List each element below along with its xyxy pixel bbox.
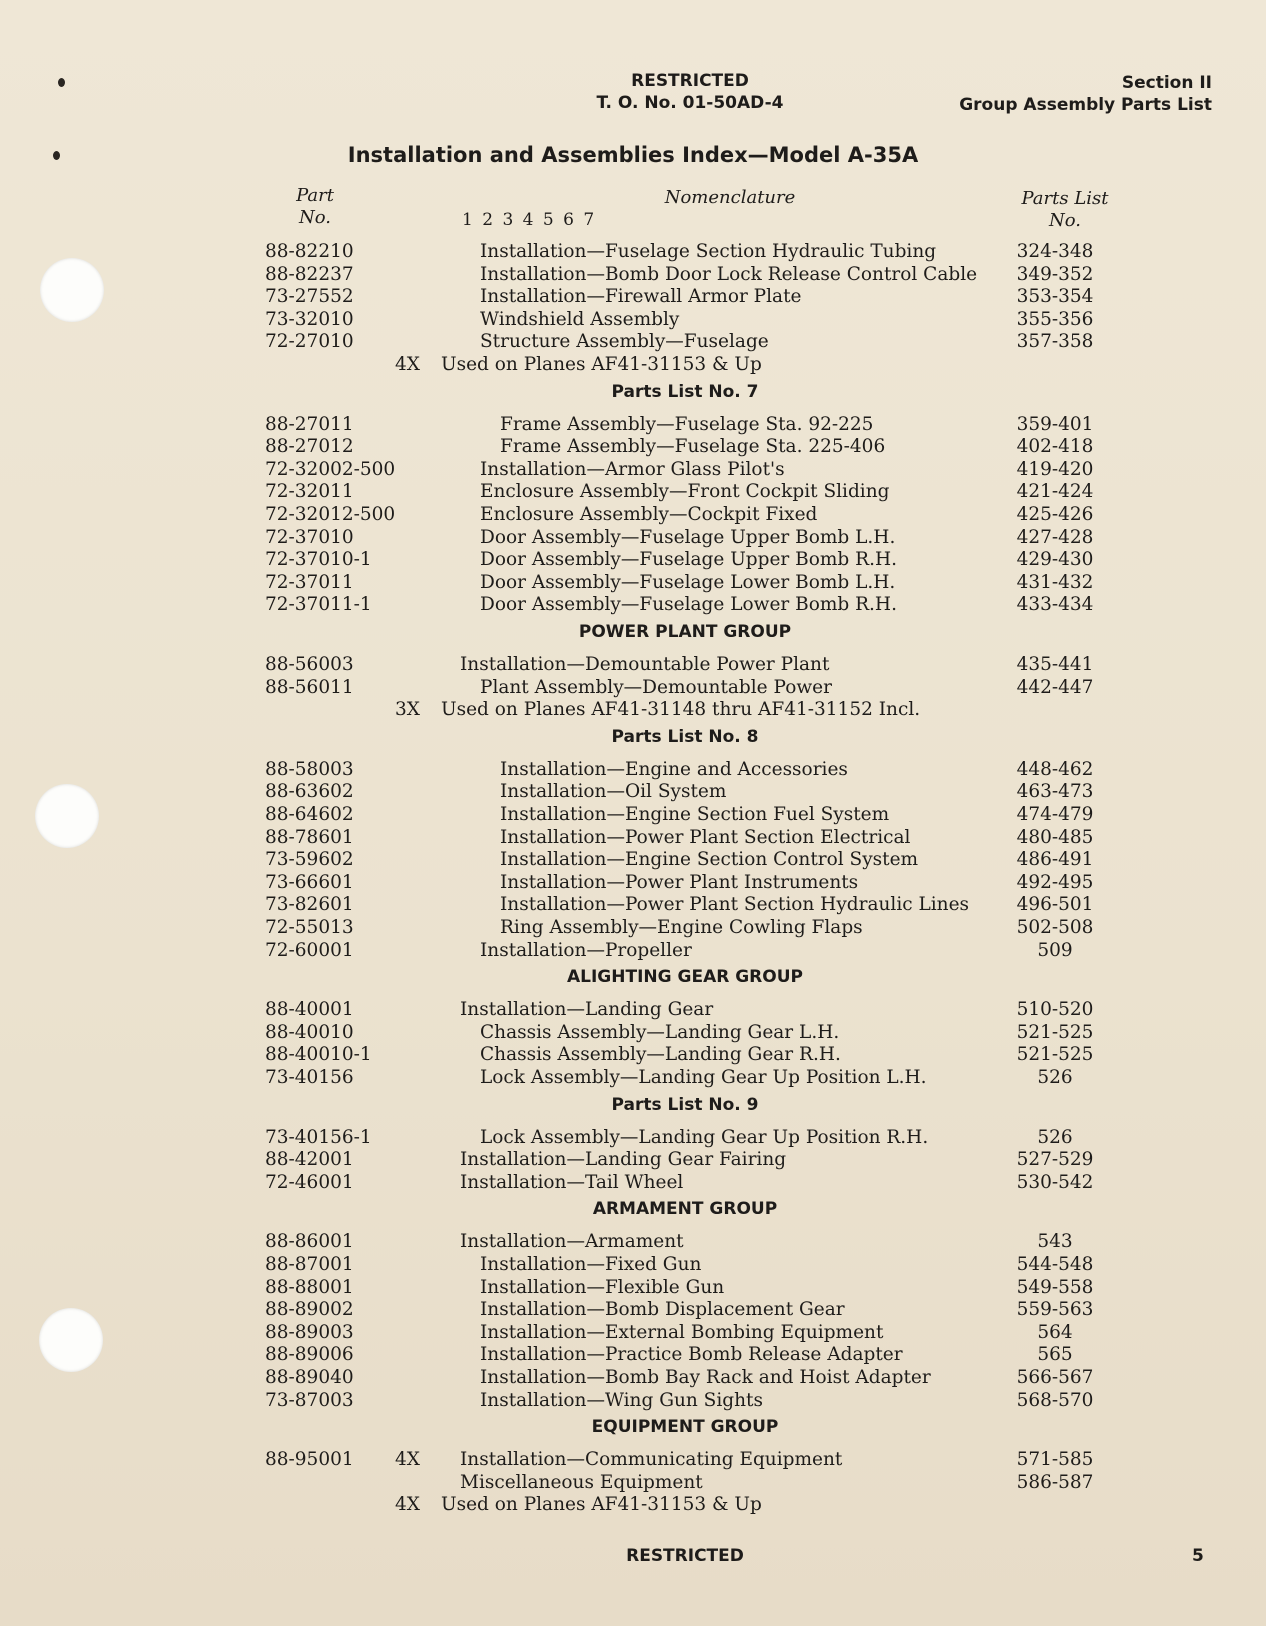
parts-list-number: 566-567: [1016, 1367, 1094, 1388]
part-number: 72-55013: [265, 917, 354, 938]
nomenclature: Chassis Assembly—Landing Gear L.H.: [480, 1021, 840, 1043]
table-row: [0, 593, 1266, 616]
nomenclature: Windshield Assembly: [480, 308, 680, 330]
parts-list-number: 435-441: [1016, 654, 1094, 675]
nomenclature: Installation—Practice Bomb Release Adapter: [480, 1344, 903, 1366]
parts-list-number: 448-462: [1016, 758, 1094, 780]
nomenclature: Installation—Flexible Gun: [480, 1276, 725, 1298]
parts-list-number: 429-430: [1016, 549, 1094, 571]
table-row: [0, 1366, 1266, 1389]
table-row: [0, 353, 1266, 376]
nomenclature: Installation—Demountable Power Plant: [460, 654, 830, 675]
section-title: Group Assembly Parts List: [959, 95, 1212, 115]
column-header-part-no: [270, 185, 360, 229]
page-title: Installation and Assemblies Index—Model A-35A: [347, 143, 919, 167]
nomenclature: Used on Planes AF41-31153 & Up: [441, 1494, 762, 1516]
parts-list-number: 559-563: [1016, 1299, 1094, 1321]
table-row: [0, 571, 1266, 594]
nomenclature: Installation—Fixed Gun: [480, 1254, 702, 1275]
table-row: [0, 758, 1266, 781]
parts-list-number: 526: [1037, 1126, 1073, 1148]
column-header-nomenclature: Nomenclature: [664, 187, 796, 208]
parts-list-number: 521-525: [1016, 1021, 1094, 1043]
nomenclature: Frame Assembly—Fuselage Sta. 92-225: [500, 413, 874, 435]
part-number: 88-87001: [265, 1254, 354, 1275]
restricted-label: RESTRICTED: [631, 71, 749, 91]
nomenclature: Installation—Fuselage Section Hydraulic Tubing: [480, 241, 937, 262]
document-header: [560, 70, 820, 114]
table-row: [0, 1230, 1266, 1253]
table-row: [0, 676, 1266, 699]
parts-list-number: 530-542: [1016, 1171, 1094, 1193]
table-row: [0, 653, 1266, 676]
part-number: 73-87003: [265, 1389, 354, 1411]
part-number: 73-82601: [265, 894, 354, 916]
column-header-parts-list: [1005, 188, 1125, 232]
part-number: 72-32011: [265, 481, 354, 503]
table-row: [0, 263, 1266, 286]
parts-list-number: 433-434: [1016, 594, 1094, 616]
table-row: [0, 916, 1266, 939]
parts-list-number: 526: [1037, 1067, 1073, 1088]
nomenclature: Door Assembly—Fuselage Lower Bomb R.H.: [480, 594, 897, 616]
footer-restricted: RESTRICTED: [626, 1546, 744, 1566]
parts-list-number: 357-358: [1016, 331, 1094, 353]
nomenclature: Installation—Power Plant Instruments: [500, 871, 859, 893]
table-row: [0, 1343, 1266, 1366]
nomenclature: Installation—Bomb Displacement Gear: [480, 1299, 845, 1321]
table-row: [0, 826, 1266, 849]
part-number: 73-40156: [265, 1067, 354, 1088]
nomenclature: Installation—Oil System: [500, 781, 727, 803]
nomenclature: Enclosure Assembly—Cockpit Fixed: [480, 504, 818, 525]
part-number: 88-40001: [265, 999, 354, 1021]
part-number: 73-32010: [265, 308, 354, 330]
parts-list-number: 502-508: [1016, 917, 1094, 938]
parts-list-number: 355-356: [1016, 308, 1094, 330]
nomenclature: Chassis Assembly—Landing Gear R.H.: [480, 1044, 841, 1066]
section-label: Section II: [1121, 73, 1212, 93]
part-number: 88-89002: [265, 1299, 354, 1321]
nomenclature: Used on Planes AF41-31153 & Up: [441, 354, 762, 375]
table-row: [0, 1043, 1266, 1066]
nomenclature: Installation—Propeller: [480, 939, 692, 961]
to-number: T. O. No. 01-50AD-4: [596, 93, 784, 113]
part-number: 88-27012: [265, 436, 354, 458]
nomenclature: Installation—Power Plant Section Hydraulic Lines: [500, 894, 970, 916]
part-number: 88-88001: [265, 1276, 354, 1298]
part-number: 73-66601: [265, 871, 354, 893]
nomenclature: Lock Assembly—Landing Gear Up Position R.H.: [480, 1126, 929, 1148]
nomenclature: Miscellaneous Equipment: [460, 1471, 703, 1493]
nomenclature: Installation—Engine Section Fuel System: [500, 804, 890, 825]
part-number: 88-78601: [265, 826, 354, 848]
table-row: [0, 413, 1266, 436]
nomenclature: Frame Assembly—Fuselage Sta. 225-406: [500, 436, 886, 458]
parts-list-number: 442-447: [1016, 676, 1094, 698]
nomenclature: Installation—Firewall Armor Plate: [480, 286, 802, 308]
part-number: 72-60001: [265, 939, 354, 961]
nomenclature: Installation—Bomb Bay Rack and Hoist Adapter: [480, 1367, 931, 1388]
group-heading: Parts List No. 8: [611, 726, 759, 747]
part-number: 88-95001: [265, 1449, 354, 1471]
nomenclature: Installation—Landing Gear: [460, 999, 714, 1021]
group-heading: Parts List No. 9: [611, 1094, 759, 1115]
part-number: 88-42001: [265, 1149, 354, 1171]
nomenclature: Used on Planes AF41-31148 thru AF41-31152 Incl.: [441, 699, 921, 721]
nomenclature: Installation—External Bombing Equipment: [480, 1321, 884, 1343]
parts-list-number: 425-426: [1016, 504, 1094, 525]
quantity: 3X: [395, 699, 420, 721]
group-heading: ALIGHTING GEAR GROUP: [566, 967, 803, 988]
nomenclature: Installation—Armament: [460, 1231, 684, 1253]
part-number: 88-40010-1: [265, 1044, 372, 1066]
nomenclature: Plant Assembly—Demountable Power: [480, 676, 832, 698]
table-row: [0, 458, 1266, 481]
indent-level-digits: 1 2 3 4 5 6 7: [462, 210, 597, 230]
table-row: [0, 1021, 1266, 1044]
group-heading: ARMAMENT GROUP: [592, 1199, 778, 1220]
part-number: 88-56011: [265, 676, 354, 698]
parts-list-number: 521-525: [1016, 1044, 1094, 1066]
table-row: [0, 548, 1266, 571]
nomenclature: Enclosure Assembly—Front Cockpit Sliding: [480, 481, 890, 503]
parts-list-number: 419-420: [1016, 458, 1094, 480]
part-number: 72-27010: [265, 331, 354, 353]
table-row: [0, 939, 1266, 962]
part-number: 88-64602: [265, 804, 354, 825]
table-row: [0, 1471, 1266, 1494]
nomenclature: Installation—Landing Gear Fairing: [460, 1149, 787, 1171]
part-number: 88-82237: [265, 263, 354, 285]
table-row: [0, 480, 1266, 503]
table-row: [0, 780, 1266, 803]
parts-list-number: 544-548: [1016, 1254, 1094, 1275]
nomenclature: Lock Assembly—Landing Gear Up Position L.H.: [480, 1067, 927, 1088]
table-row: [0, 1126, 1266, 1149]
part-number: 72-37011-1: [265, 594, 372, 616]
parts-list-number: 480-485: [1016, 826, 1094, 848]
quantity: 4X: [395, 1449, 420, 1471]
page-number: 5: [1192, 1546, 1204, 1566]
nomenclature: Installation—Armor Glass Pilot's: [480, 458, 785, 480]
table-row: [0, 1448, 1266, 1471]
part-number: 73-27552: [265, 286, 354, 308]
part-number: 88-58003: [265, 758, 354, 780]
table-row: [0, 1321, 1266, 1344]
column-header-parts-list-label: Parts List: [1021, 188, 1109, 209]
table-row: [0, 526, 1266, 549]
table-row: [0, 1298, 1266, 1321]
nomenclature: Installation—Power Plant Section Electrical: [500, 826, 911, 848]
parts-list-number: 427-428: [1016, 526, 1094, 548]
group-heading: EQUIPMENT GROUP: [591, 1417, 779, 1438]
part-number: 72-32012-500: [265, 504, 396, 525]
table-row: [0, 1276, 1266, 1299]
table-row: [0, 308, 1266, 331]
table-row: [0, 285, 1266, 308]
column-header-no: No.: [299, 207, 331, 228]
table-row: [0, 1171, 1266, 1194]
column-header-part: Part: [296, 185, 334, 206]
parts-list-number: 565: [1037, 1344, 1073, 1366]
parts-list-number: 527-529: [1016, 1149, 1094, 1171]
part-number: 88-56003: [265, 654, 354, 675]
nomenclature: Installation—Engine and Accessories: [500, 758, 848, 780]
nomenclature: Installation—Engine Section Control System: [500, 849, 919, 871]
table-row: [0, 330, 1266, 353]
part-number: 88-89003: [265, 1321, 354, 1343]
part-number: 88-27011: [265, 413, 354, 435]
parts-list-number: 324-348: [1016, 241, 1094, 262]
nomenclature: Structure Assembly—Fuselage: [480, 331, 769, 353]
table-row: [0, 998, 1266, 1021]
column-header-parts-list-no: No.: [1049, 210, 1081, 231]
parts-list-number: 421-424: [1016, 481, 1094, 503]
part-number: 73-40156-1: [265, 1126, 372, 1148]
parts-list-number: 359-401: [1016, 413, 1094, 435]
part-number: 88-89006: [265, 1344, 354, 1366]
group-heading: POWER PLANT GROUP: [578, 622, 792, 642]
table-row: [0, 240, 1266, 263]
table-row: [0, 1148, 1266, 1171]
table-row: [0, 1389, 1266, 1412]
parts-list-number: 349-352: [1016, 263, 1094, 285]
quantity: 4X: [395, 354, 420, 375]
nomenclature: Installation—Bomb Door Lock Release Control Cable: [480, 263, 978, 285]
part-number: 72-37011: [265, 571, 354, 593]
parts-list-number: 496-501: [1016, 894, 1094, 916]
parts-list-number: 353-354: [1016, 286, 1094, 308]
table-row: [0, 698, 1266, 721]
part-number: 72-46001: [265, 1171, 354, 1193]
parts-list-number: 568-570: [1016, 1389, 1094, 1411]
part-number: 88-40010: [265, 1021, 354, 1043]
parts-list-number: 463-473: [1016, 781, 1094, 803]
parts-list-number: 486-491: [1016, 849, 1094, 871]
parts-list-number: 402-418: [1016, 436, 1094, 458]
table-row: [0, 871, 1266, 894]
nomenclature: Ring Assembly—Engine Cowling Flaps: [500, 917, 863, 938]
parts-list-number: 586-587: [1016, 1471, 1094, 1493]
part-number: 73-59602: [265, 849, 354, 871]
table-row: [0, 893, 1266, 916]
table-row: [0, 803, 1266, 826]
nomenclature: Installation—Tail Wheel: [460, 1171, 684, 1193]
parts-list-number: 509: [1037, 939, 1073, 961]
parts-list-number: 564: [1037, 1321, 1073, 1343]
table-row: [0, 1493, 1266, 1516]
table-row: [0, 435, 1266, 458]
parts-list-number: 543: [1037, 1231, 1073, 1253]
table-row: [0, 1253, 1266, 1276]
part-number: 72-37010-1: [265, 549, 372, 571]
part-number: 72-37010: [265, 526, 354, 548]
parts-list-number: 431-432: [1016, 571, 1094, 593]
group-heading: Parts List No. 7: [611, 381, 759, 402]
parts-list-number: 474-479: [1016, 804, 1094, 825]
nomenclature: Door Assembly—Fuselage Lower Bomb L.H.: [480, 571, 896, 593]
quantity: 4X: [395, 1494, 420, 1516]
parts-list-number: 549-558: [1016, 1276, 1094, 1298]
table-row: [0, 848, 1266, 871]
table-row: [0, 503, 1266, 526]
parts-list-number: 571-585: [1016, 1449, 1094, 1471]
parts-list-number: 510-520: [1016, 999, 1094, 1021]
section-header: [959, 72, 1212, 116]
nomenclature: Installation—Communicating Equipment: [460, 1449, 843, 1471]
table-row: [0, 1066, 1266, 1089]
part-number: 88-82210: [265, 241, 354, 262]
part-number: 88-86001: [265, 1231, 354, 1253]
part-number: 88-89040: [265, 1367, 354, 1388]
parts-list-number: 492-495: [1016, 871, 1094, 893]
part-number: 88-63602: [265, 781, 354, 803]
nomenclature: Door Assembly—Fuselage Upper Bomb L.H.: [480, 526, 896, 548]
part-number: 72-32002-500: [265, 458, 396, 480]
nomenclature: Door Assembly—Fuselage Upper Bomb R.H.: [480, 549, 897, 571]
ink-speck: [58, 78, 65, 87]
nomenclature: Installation—Wing Gun Sights: [480, 1389, 763, 1411]
